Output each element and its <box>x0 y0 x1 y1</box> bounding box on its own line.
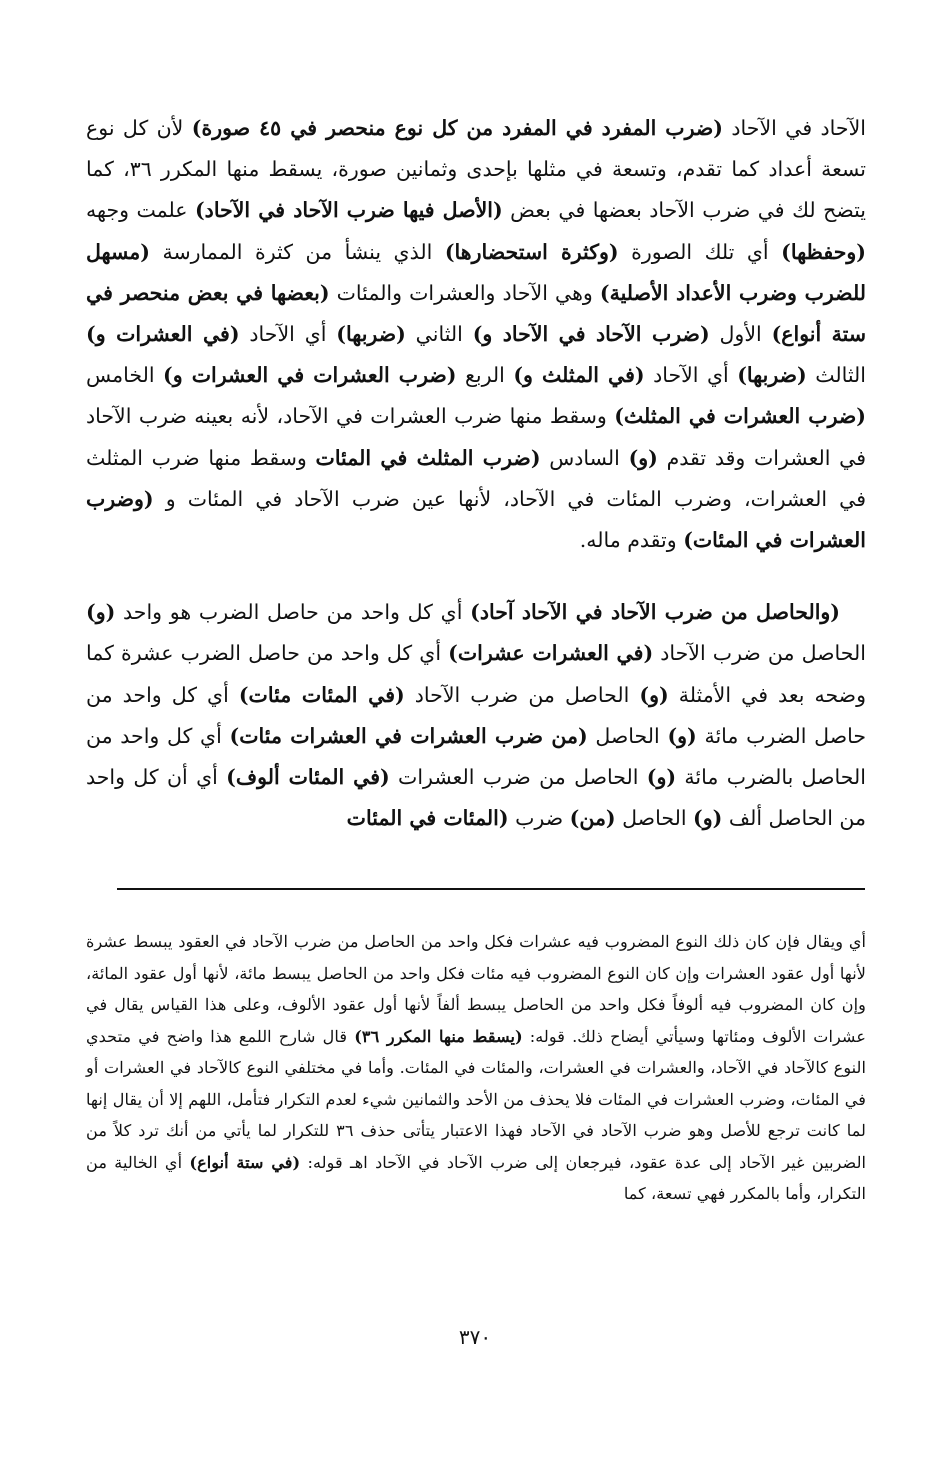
text-run: الخامس <box>86 363 164 388</box>
bold-quote: (و) <box>628 445 658 470</box>
bold-quote: (و) <box>646 765 677 790</box>
text-run: الحاصل من ضرب العشرات <box>389 765 647 790</box>
text-run: أي الآحاد <box>644 363 738 388</box>
text-run: وسقط منها ضرب المثلث في العشرات، وضرب المئات في الآحاد، لأنها عين ضرب الآحاد في المئات و <box>86 445 866 511</box>
text-run: وهي الآحاد والعشرات والمئات <box>329 280 600 305</box>
main-text <box>86 108 866 839</box>
page-number: ٣٧٠ <box>458 1325 492 1349</box>
text-run: الحاصل <box>615 806 694 831</box>
bold-quote: (ضرب العشرات في العشرات و) <box>163 363 457 388</box>
text-run: أي ويقال فإن كان ذلك النوع المضروب فيه عشرات فكل واحد من الحاصل من ضرب الآحاد في العقود يبسط عشرة لأنها أول عقود العشرات وإن كان النوع المضروب فيه مئات فكل واحد من الحاصل يبسط مائة، لأنها أول عقود المائة، وإن كان المضروب فيه ألوفاً فكل واحد من الحاصل يبسط ألفاً لأنها أول عقود الألوف، وعلى هذا القياس يقال في عشرات الألوف ومئاتها وسيأتي أيضاح ذلك. قوله: <box>86 932 866 1046</box>
bold-quote: (من) <box>569 806 616 831</box>
text-run: وتقدم ماله. <box>579 528 684 553</box>
bold-quote: (في المئات ألوف) <box>226 765 390 790</box>
footnote-divider <box>117 888 865 890</box>
bold-quote: (في العشرات عشرات) <box>448 641 654 666</box>
text-run: الثالث <box>806 363 866 388</box>
bold-quote: (المئات في المئات <box>346 806 509 831</box>
text-run: أي كل واحد من حاصل الضرب عشرة كما وضحه بعد في الأمثلة <box>86 641 866 707</box>
text-run: أي الخالية من التكرار، وأما بالمكرر فهي تسعة، كما <box>86 1152 866 1203</box>
bold-quote: (من ضرب العشرات في العشرات مئات) <box>229 723 588 748</box>
bold-quote: (في العشرات و) <box>86 322 240 347</box>
bold-quote: (بعضها في بعض منحصر في ستة أنواع) <box>86 280 867 347</box>
text-run: الثاني <box>405 322 473 347</box>
text-run: السادس <box>540 445 629 470</box>
bold-quote: (في ستة أنواع) <box>189 1152 301 1172</box>
text-run: أي الآحاد <box>239 322 337 347</box>
text-run: الآحاد في الآحاد <box>723 116 866 140</box>
bold-quote: (يسقط منها المكرر ٣٦) <box>354 1026 523 1046</box>
bold-quote: (ضربها) <box>336 322 406 347</box>
text-run: أي تلك الصورة <box>618 239 782 264</box>
footnote-text <box>86 926 866 1210</box>
bold-quote: (ضرب الآحاد في الآحاد و) <box>472 322 710 347</box>
text-run: الحاصل من ضرب الآحاد <box>653 641 866 666</box>
paragraph-2 <box>86 592 866 839</box>
bold-quote: (ضرب المثلث في المئات <box>315 445 541 470</box>
bold-quote: (في المئات مئات) <box>238 682 405 707</box>
bold-quote: (ضرب المفرد في المفرد من كل نوع منحصر في ٤٥ صورة) <box>191 116 724 140</box>
bold-quote: (ضربها) <box>737 363 807 388</box>
bold-quote: (و) <box>86 600 116 625</box>
text-run: لأن كل نوع تسعة أعداد كما تقدم، وتسعة في مثلها بإحدى وثمانين صورة، يسقط منها المكرر ٣٦، كما يتضح لك في ضرب الآحاد بعضها في بعض <box>86 116 866 223</box>
text-run: أي كل واحد من حاصل الضرب هو واحد <box>115 600 471 625</box>
bold-quote: (وحفظها) <box>781 239 866 264</box>
text-run: ضرب <box>508 806 570 831</box>
text-run: قال شارح اللمع هذا واضح في متحدي النوع كالآحاد في الآحاد، والعشرات في العشرات، والمئات في المئات. وأما في مختلفي النوع كالآحاد في العشرات أو في المئات، وضرب العشرات في المئات فلا يحذف من الأحد والثمانين شيء لعدم التكرار فتأمل، اللهم إلا أن يقال إنها لما كانت ترجع للأصل وهو ضرب الآحاد في الآحاد فهذا الاعتبار يتأتى حذف ٣٦ للتكرار لما يأتي من أنك ترد كلاً من الضربين غير الآحاد إلى عدة عقود، فيرجعان إلى ضرب الآحاد في الآحاد اهـ قوله: <box>86 1026 867 1172</box>
text-run: الذي ينشأ من كثرة الممارسة <box>149 239 445 264</box>
bold-quote: (والحاصل من ضرب الآحاد في الآحاد آحاد) <box>470 600 840 625</box>
paragraph-1 <box>86 108 866 561</box>
bold-quote: (وضرب العشرات في المئات) <box>86 486 866 553</box>
text-run: أي أن كل واحد من الحاصل ألف <box>86 765 866 831</box>
text-run: الأول <box>709 322 772 347</box>
text-run: الحاصل من ضرب الآحاد <box>404 682 640 707</box>
footnote-block <box>86 926 866 1210</box>
bold-quote: (وكثرة استحضارها) <box>444 239 619 264</box>
bold-quote: (ضرب العشرات في المثلث) <box>614 404 866 429</box>
text-run: أي كل واحد من حاصل الضرب مائة <box>86 682 867 748</box>
text-run: الحاصل <box>587 723 668 748</box>
bold-quote: (الأصل فيها ضرب الآحاد في الآحاد) <box>194 198 503 223</box>
text-run: علمت وجهه <box>86 198 195 223</box>
bold-quote: (في المثلث و) <box>513 363 645 388</box>
bold-quote: (و) <box>693 806 723 831</box>
bold-quote: (و) <box>639 682 669 707</box>
bold-quote: (و) <box>667 723 697 748</box>
text-run: الربع <box>456 363 514 388</box>
text-run: أي كل واحد من الحاصل بالضرب مائة <box>86 723 866 790</box>
text-run: وسقط منها ضرب العشرات في الآحاد، لأنه بعينه ضرب الآحاد في العشرات وقد تقدم <box>86 404 866 470</box>
bold-quote: (مسهل للضرب وضرب الأعداد الأصلية) <box>86 239 866 305</box>
